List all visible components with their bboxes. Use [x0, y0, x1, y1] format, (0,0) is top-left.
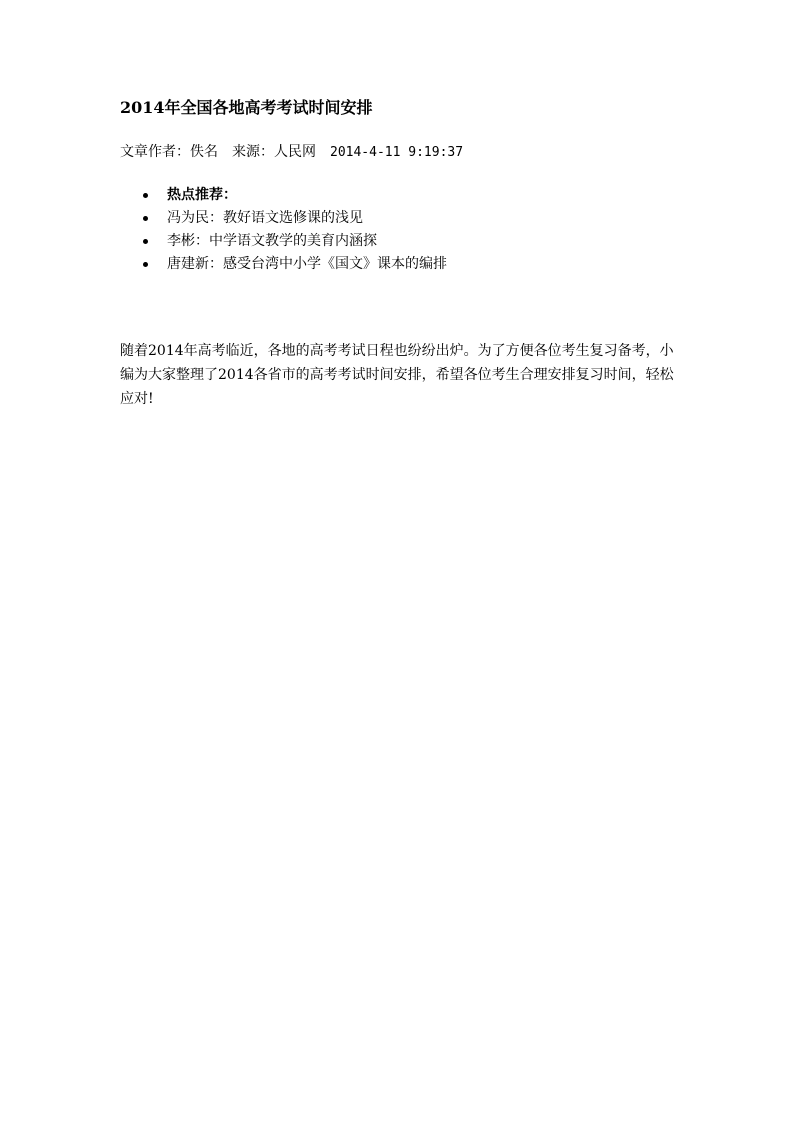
article-datetime: 2014-4-11 9:19:37	[330, 145, 464, 160]
related-item-link[interactable]: 冯为民：教好语文选修课的浅见	[167, 210, 363, 226]
related-heading: 热点推荐：	[167, 187, 237, 203]
bullet-icon	[143, 239, 148, 244]
bullet-icon	[143, 262, 148, 267]
article-author: 文章作者：佚名	[120, 144, 218, 160]
related-item-link[interactable]: 李彬：中学语文教学的美育内涵探	[167, 233, 377, 249]
related-item[interactable]	[143, 207, 447, 230]
article-title: 2014年全国各地高考考试时间安排	[120, 98, 373, 117]
bullet-icon	[143, 193, 148, 198]
related-heading-item	[143, 184, 447, 207]
article-body-paragraph: 随着2014年高考临近，各地的高考考试日程也纷纷出炉。为了方便各位考生复习备考，小编为大家整理了2014各省市的高考考试时间安排，希望各位考生合理安排复习时间，轻松应对!	[120, 343, 674, 407]
bullet-icon	[143, 216, 148, 221]
related-item[interactable]	[143, 253, 447, 276]
related-item-link[interactable]: 唐建新：感受台湾中小学《国文》课本的编排	[167, 256, 447, 272]
article-meta	[120, 143, 463, 162]
related-item[interactable]	[143, 230, 447, 253]
related-articles-list	[143, 184, 447, 276]
article-source: 来源：人民网	[232, 144, 316, 160]
